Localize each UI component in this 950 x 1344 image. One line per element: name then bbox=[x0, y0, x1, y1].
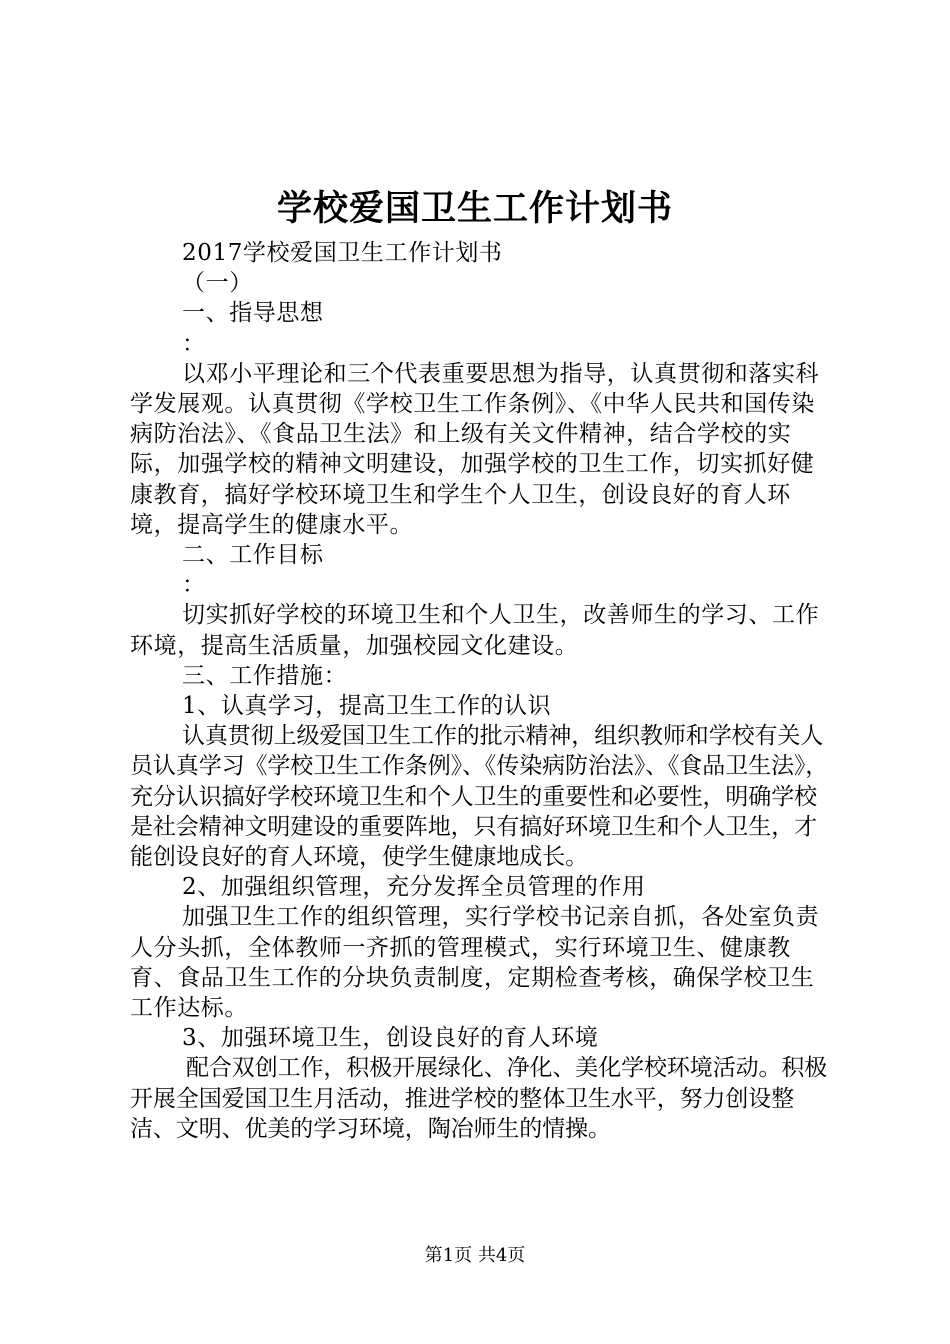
body-paragraph: 认真贯彻上级爱国卫生工作的批示精神，组织教师和学校有关人员认真学习《学校卫生工作条例》、《传染病防治法》、《食品卫生法》，充分认识搞好学校环境卫生和个人卫生的重要性和必要性，明确学校是社会精神文明建设的重要阵地，只有搞好环境卫生和个人卫生，才能创设良好的育人环境，使学生健康地成长。 bbox=[130, 723, 829, 871]
document-title: 学校爱国卫生工作计划书 bbox=[276, 188, 673, 229]
subsection-heading: 2、加强组织管理，充分发挥全员管理的作用 bbox=[182, 874, 646, 901]
page-footer: 第1页 共4页 bbox=[424, 1245, 526, 1266]
body-paragraph: 加强卫生工作的组织管理，实行学校书记亲自抓，各处室负责人分头抓，全体教师一齐抓的管理模式，实行环境卫生、健康教育、食品卫生工作的分块负责制度，定期检查考核，确保学校卫生工作达标。 bbox=[130, 904, 820, 1022]
subtitle-paragraph: 2017学校爱国卫生工作计划书 bbox=[182, 240, 503, 266]
colon-line: ： bbox=[182, 572, 206, 599]
body-paragraph: 以邓小平理论和三个代表重要思想为指导，认真贯彻和落实科学发展观。认真贯彻《学校卫生工作条例》、《中华人民共和国传染病防治法》、《食品卫生法》和上级有关文件精神，结合学校的实际，加强学校的精神文明建设，加强学校的卫生工作，切实抓好健康教育，搞好学校环境卫生和学生个人卫生，创设良好的育人环境，提高学生的健康水平。 bbox=[130, 360, 820, 538]
subsection-heading: 1、认真学习，提高卫生工作的认识 bbox=[182, 693, 552, 720]
subsection-heading: 3、加强环境卫生，创设良好的育人环境 bbox=[182, 1025, 599, 1052]
colon-line: ： bbox=[182, 330, 206, 357]
section-heading: 二、工作目标 bbox=[182, 542, 324, 569]
body-paragraph: 配合双创工作，积极开展绿化、净化、美化学校环境活动。积极开展全国爱国卫生月活动，推进学校的整体卫生水平，努力创设整洁、文明、优美的学习环境，陶冶师生的情操。 bbox=[130, 1055, 828, 1142]
section-heading: 一、指导思想 bbox=[182, 300, 324, 327]
section-heading: 三、工作措施： bbox=[182, 662, 348, 689]
document-body bbox=[130, 238, 830, 1144]
body-paragraph: 切实抓好学校的环境卫生和个人卫生，改善师生的学习、工作环境，提高生活质量，加强校园文化建设。 bbox=[130, 602, 820, 659]
section-number: （一） bbox=[182, 270, 253, 297]
